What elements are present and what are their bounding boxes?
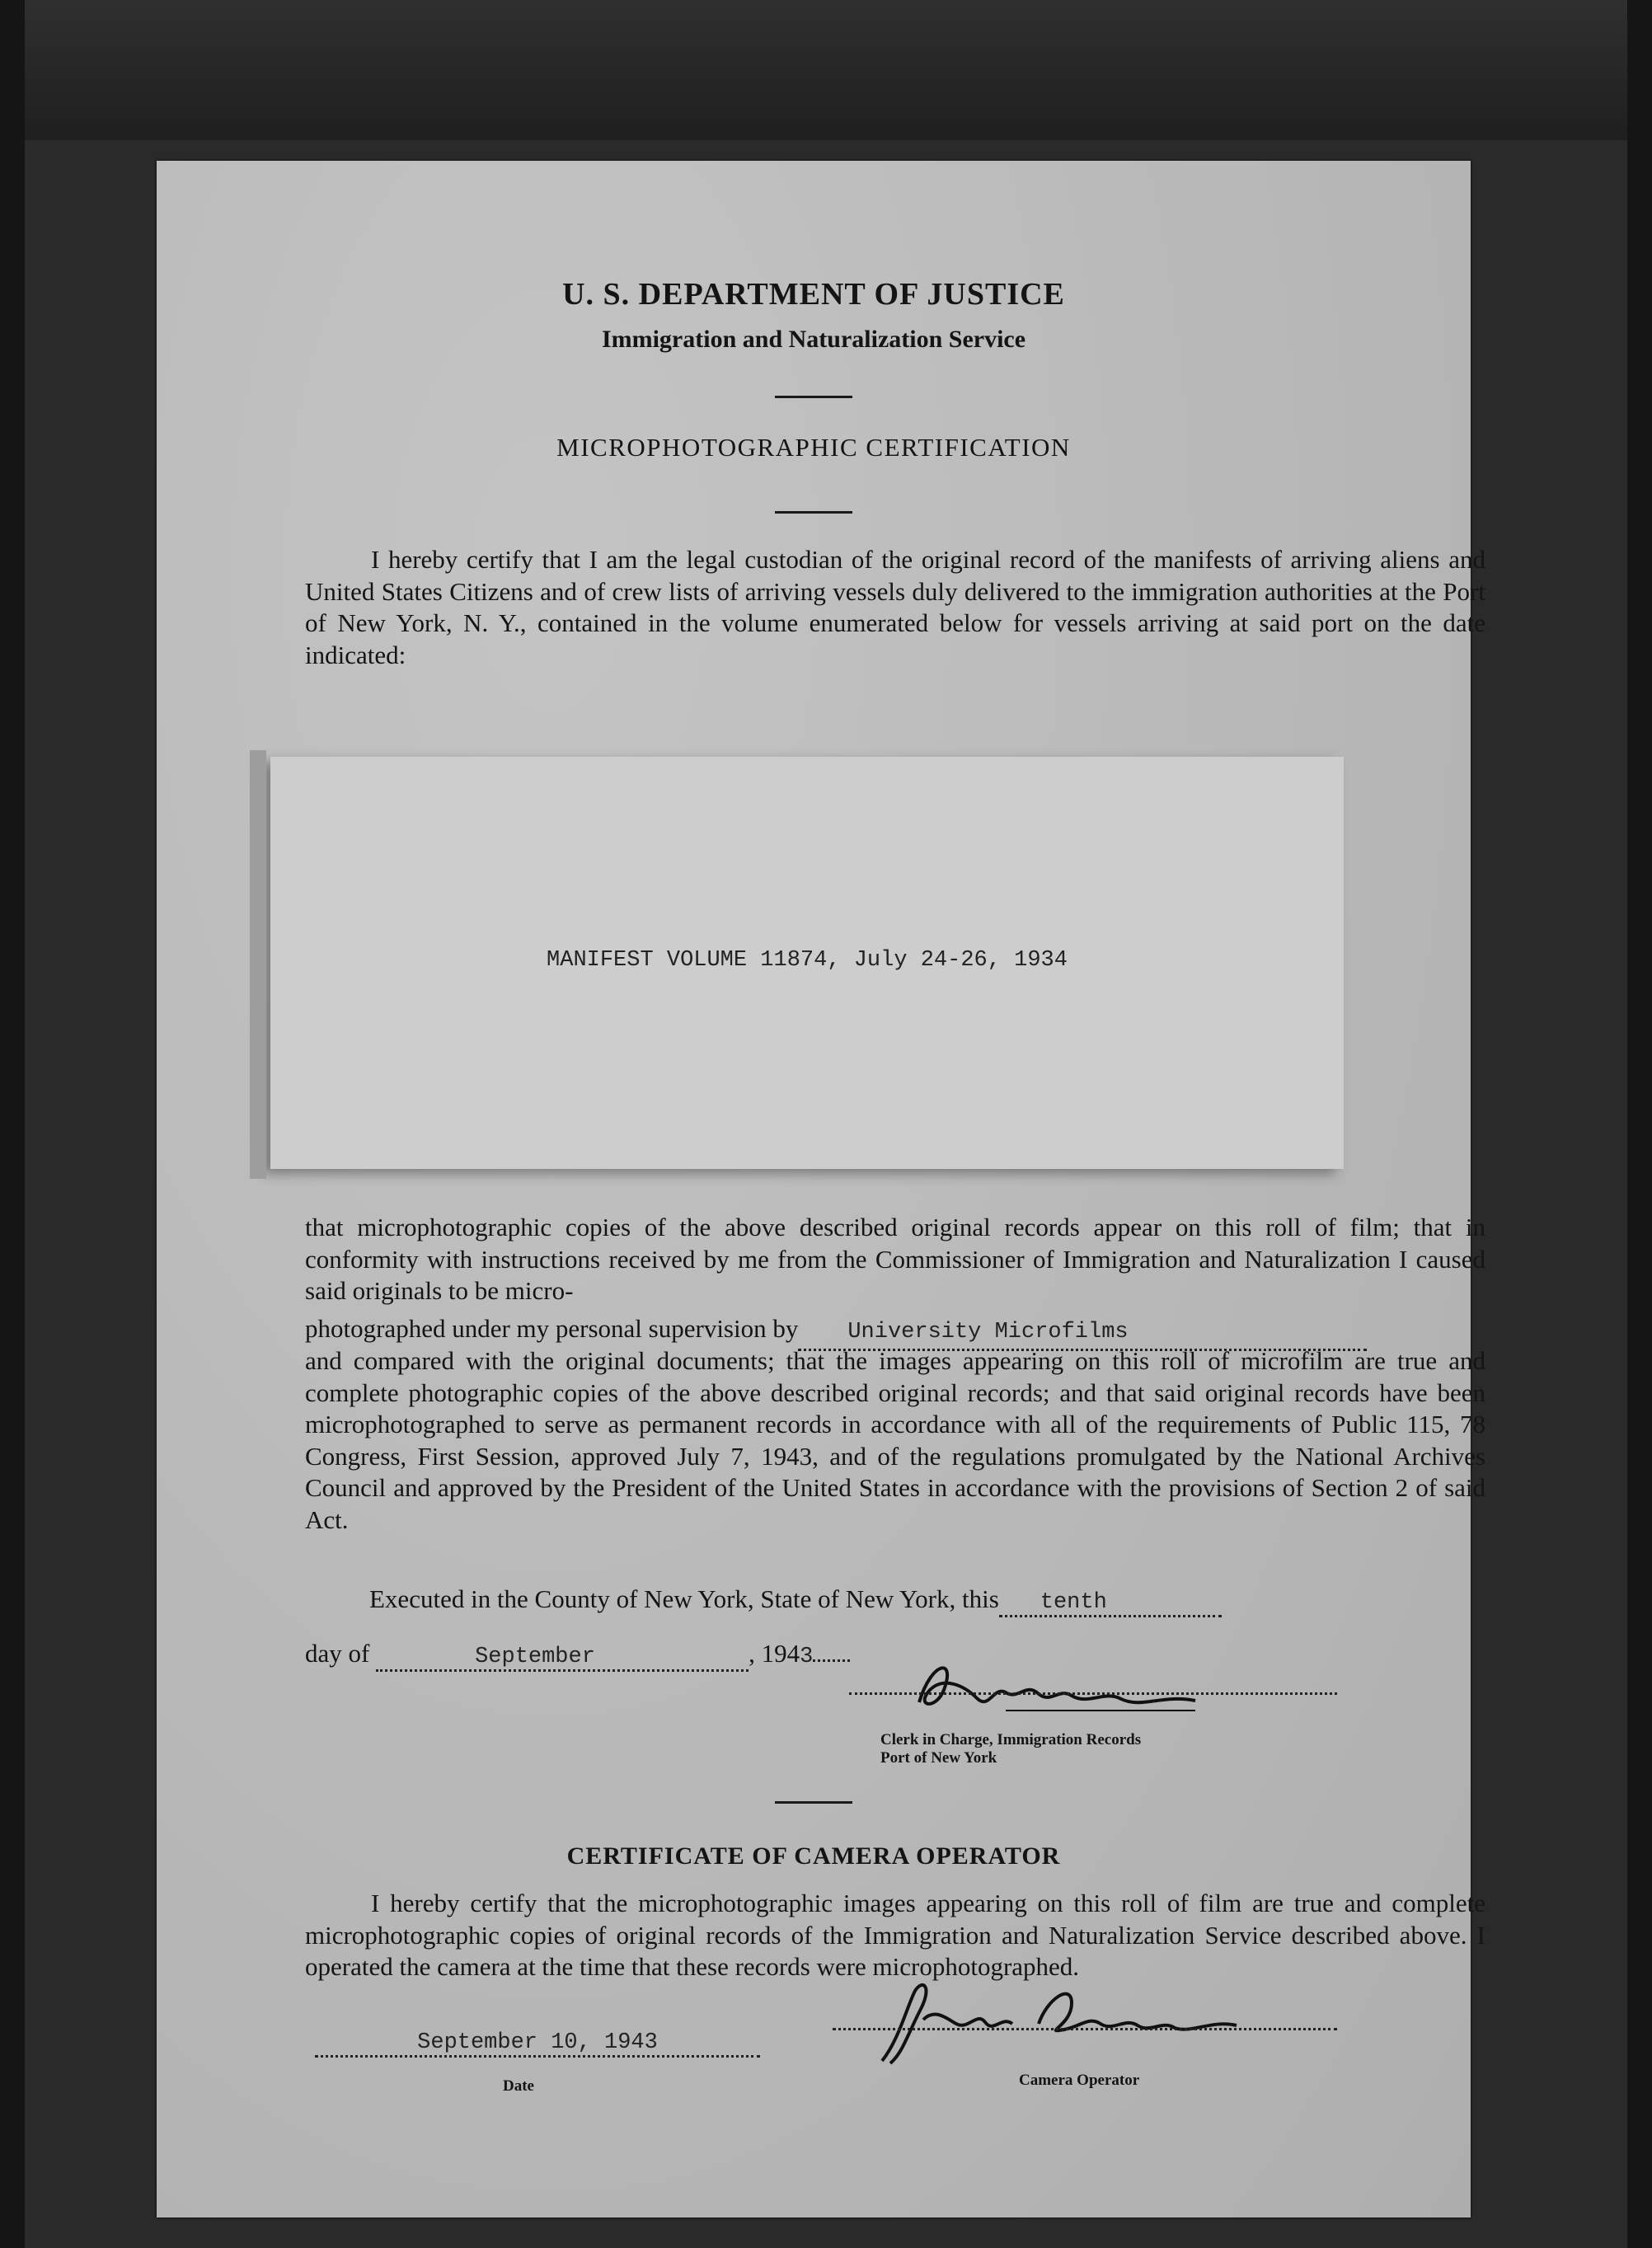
supervision-prefix: photographed under my personal supervision by: [305, 1314, 799, 1343]
camera-operator-signature-line: [833, 2028, 1337, 2030]
supervisor-name: University Microfilms: [847, 1320, 1129, 1345]
camera-operator-signature: [824, 1974, 1286, 2073]
month-value: September: [475, 1645, 595, 1669]
film-border-right: [1627, 0, 1652, 2248]
day-value: tenth: [1040, 1590, 1107, 1615]
clerk-signature: [841, 1653, 1237, 1727]
clerk-signature-line: [849, 1692, 1337, 1695]
certificate-page: [157, 161, 1485, 2217]
divider: [775, 396, 852, 398]
year-digit: 3: [800, 1645, 814, 1669]
manifest-label-card: [270, 757, 1344, 1169]
film-border-top: [0, 0, 1652, 140]
camera-date-label: Date: [503, 2077, 534, 2095]
executed-line: [369, 1584, 1222, 1617]
year-prefix: , 194: [749, 1639, 800, 1668]
film-border-left: [0, 0, 25, 2248]
camera-operator-label: Camera Operator: [1019, 2072, 1140, 2089]
certification-title: MICROPHOTOGRAPHIC CERTIFICATION: [556, 433, 1071, 462]
intro-paragraph: I hereby certify that I am the legal custodian of the original record of the manifests of arriving aliens and United States Citizens and of crew lists of arriving vessels duly delivered to the immigration authorities at the Port of New York, N. Y., contained in the volume enumerated below for vessels arriving at said port on the date indicated:: [305, 545, 1485, 669]
executed-text: Executed in the County of New York, State of New York, this: [369, 1584, 999, 1613]
department-title: U. S. DEPARTMENT OF JUSTICE: [562, 277, 1065, 312]
divider: [775, 1801, 852, 1804]
month-field: [376, 1639, 749, 1672]
date-line: [305, 1639, 850, 1672]
clerk-port: Port of New York: [880, 1749, 997, 1767]
body-paragraph-1: that microphotographic copies of the above described original records appear on this roll of film; that in conformity with instructions received by me from the Commissioner of Immigration and Naturalization I caused said originals to be micro-: [305, 1213, 1485, 1305]
manifest-volume: MANIFEST VOLUME 11874, July 24-26, 1934: [547, 948, 1068, 973]
body-paragraph-2: and compared with the original documents; that the images appearing on this roll of microfilm are true and complete photographic copies of the above described original records; and that said original records have been microphotographed to serve as permanent records in accordance with all of the requirements of Public 115, 78 Congress, First Session, approved July 7, 1943, and of the regulations promulgated by the National Archives Council and approved by the President of the United States in accordance with the provisions of Section 2 of said Act.: [305, 1346, 1485, 1534]
camera-certificate-paragraph: I hereby certify that the microphotographic images appearing on this roll of film are true and complete microphotographic copies of original records of the Immigration and Naturalization Service described above. I operated the camera at the time that these records were microphotographed.: [305, 1889, 1485, 1981]
service-subtitle: Immigration and Naturalization Service: [601, 326, 1026, 353]
camera-date-value: September 10, 1943: [417, 2030, 658, 2055]
divider: [775, 511, 852, 514]
camera-certificate-heading: CERTIFICATE OF CAMERA OPERATOR: [566, 1842, 1061, 1870]
clerk-title: Clerk in Charge, Immigration Records: [880, 1731, 1142, 1748]
day-field: [999, 1584, 1222, 1617]
camera-date-field: [315, 2028, 760, 2058]
day-of-label: day of: [305, 1639, 370, 1668]
